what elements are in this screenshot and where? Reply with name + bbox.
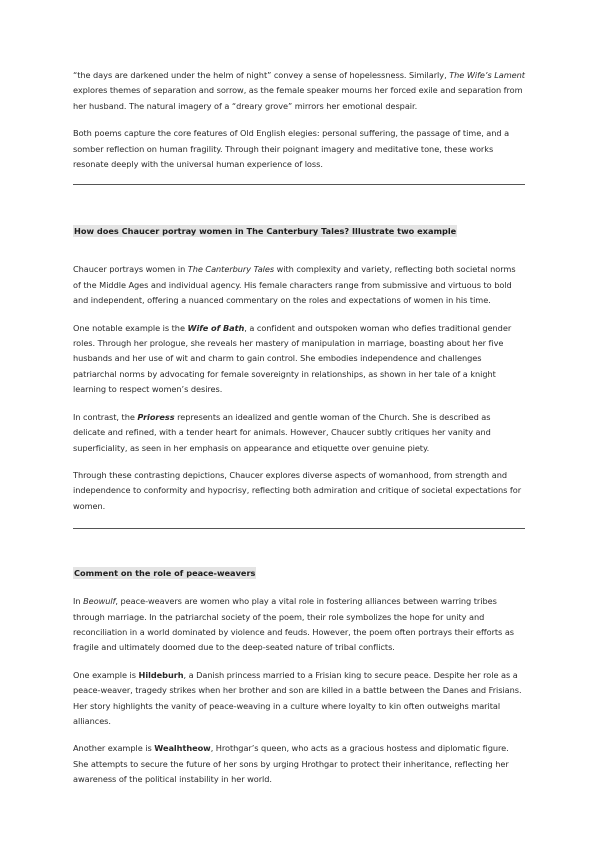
text-run: In [73, 596, 84, 607]
paragraph: Both poems capture the core features of Old English elegies: personal suffering, the passage of time, and a somber reflection on human fragility. Through their poignant imagery and meditative tone, these works resonate deeply with the universal human experience of loss. [73, 128, 510, 170]
paragraph [73, 594, 525, 656]
text-run: In contrast, the [73, 411, 138, 422]
text-run: One notable example is the [73, 322, 188, 333]
text-run: explores themes of separation and sorrow, as the female speaker mourns her forced exile and separation from her husband. The natural imagery of a “dreary grove” mirrors her emotional despair. [73, 85, 523, 111]
question-heading-wrap [73, 219, 525, 238]
text-run: Another example is [73, 743, 155, 754]
question-heading: How does Chaucer portray women in The Canterbury Tales? Illustrate two example [74, 226, 457, 237]
horizontal-rule [73, 184, 525, 185]
italic-title: The Wife’s Lament [449, 70, 525, 80]
paragraph [73, 321, 525, 398]
text-run: Chaucer portrays women in [73, 264, 188, 275]
question-heading: Comment on the role of peace-weavers [74, 568, 256, 579]
paragraph: Through these contrasting depictions, Chaucer explores diverse aspects of womanhood, from strength and independence to conformity and hypocrisy, reflecting both admiration and critique of societal expectations for women. [73, 469, 522, 511]
paragraph [73, 68, 525, 114]
horizontal-rule [73, 528, 525, 529]
text-run: One example is [73, 669, 139, 680]
text-run: , a Danish princess married to a Frisian king to secure peace. Despite her role as a peace-weaver, tragedy strikes when her brother and son are killed in a battle between the Danes and Frisians. Her story highlights the vanity of peace-weaving in a culture where loyalty to kin often outweighs marital alliances. [73, 669, 522, 726]
text-run: , peace-weavers are women who play a vital role in fostering alliances between warring tribes through marriage. In the patriarchal society of the poem, their role symbolizes the hope for unity and reconciliation in a world dominated by violence and feuds. However, the poem often portrays their efforts as fragile and ultimately doomed due to the deep-seated nature of tribal conflicts. [73, 596, 514, 653]
text-run: represents an idealized and gentle woman of the Church. She is described as delicate and refined, with a tender heart for animals. However, Chaucer subtly critiques her vanity and superficiality, as seen in her emphasis on appearance and etiquette over genuine piety. [73, 411, 491, 453]
italic-title: Beowulf [83, 596, 116, 607]
bold-term: Hildeburh [138, 669, 184, 680]
text-run: , Hrothgar’s queen, who acts as a gracious hostess and diplomatic figure. She attempts to secure the future of her sons by urging Hrothgar to protect their inheritance, reflecting her awareness of the political instability in her world. [73, 743, 509, 785]
bold-italic-term: Prioress [137, 411, 175, 422]
bold-term: Wealhtheow [154, 743, 211, 754]
italic-title: The Canterbury Tales [187, 264, 275, 275]
bold-italic-term: Wife of Bath [187, 322, 245, 333]
paragraph [73, 262, 525, 308]
question-heading-wrap [73, 561, 525, 580]
paragraph [73, 741, 525, 787]
document-body [73, 68, 525, 800]
paragraph [73, 668, 525, 730]
text-run: , a confident and outspoken woman who defies traditional gender roles. Through her prologue, she reveals her mastery of manipulation in marriage, boasting about her five husbands and her use of wit and charm to gain control. She embodies independence and challenges patriarchal norms by advocating for female sovereignty in relationships, as shown in her tale of a knight learning to respect women’s desires. [73, 322, 512, 395]
text-run: “the days are darkened under the helm of night” convey a sense of hopelessness. Similarly, [73, 70, 450, 80]
text-run: with complexity and variety, reflecting both societal norms of the Middle Ages and individual agency. His female characters range from submissive and virtuous to bold and independent, offering a nuanced commentary on the roles and expectations of women in his time. [73, 264, 516, 306]
paragraph [73, 410, 525, 456]
